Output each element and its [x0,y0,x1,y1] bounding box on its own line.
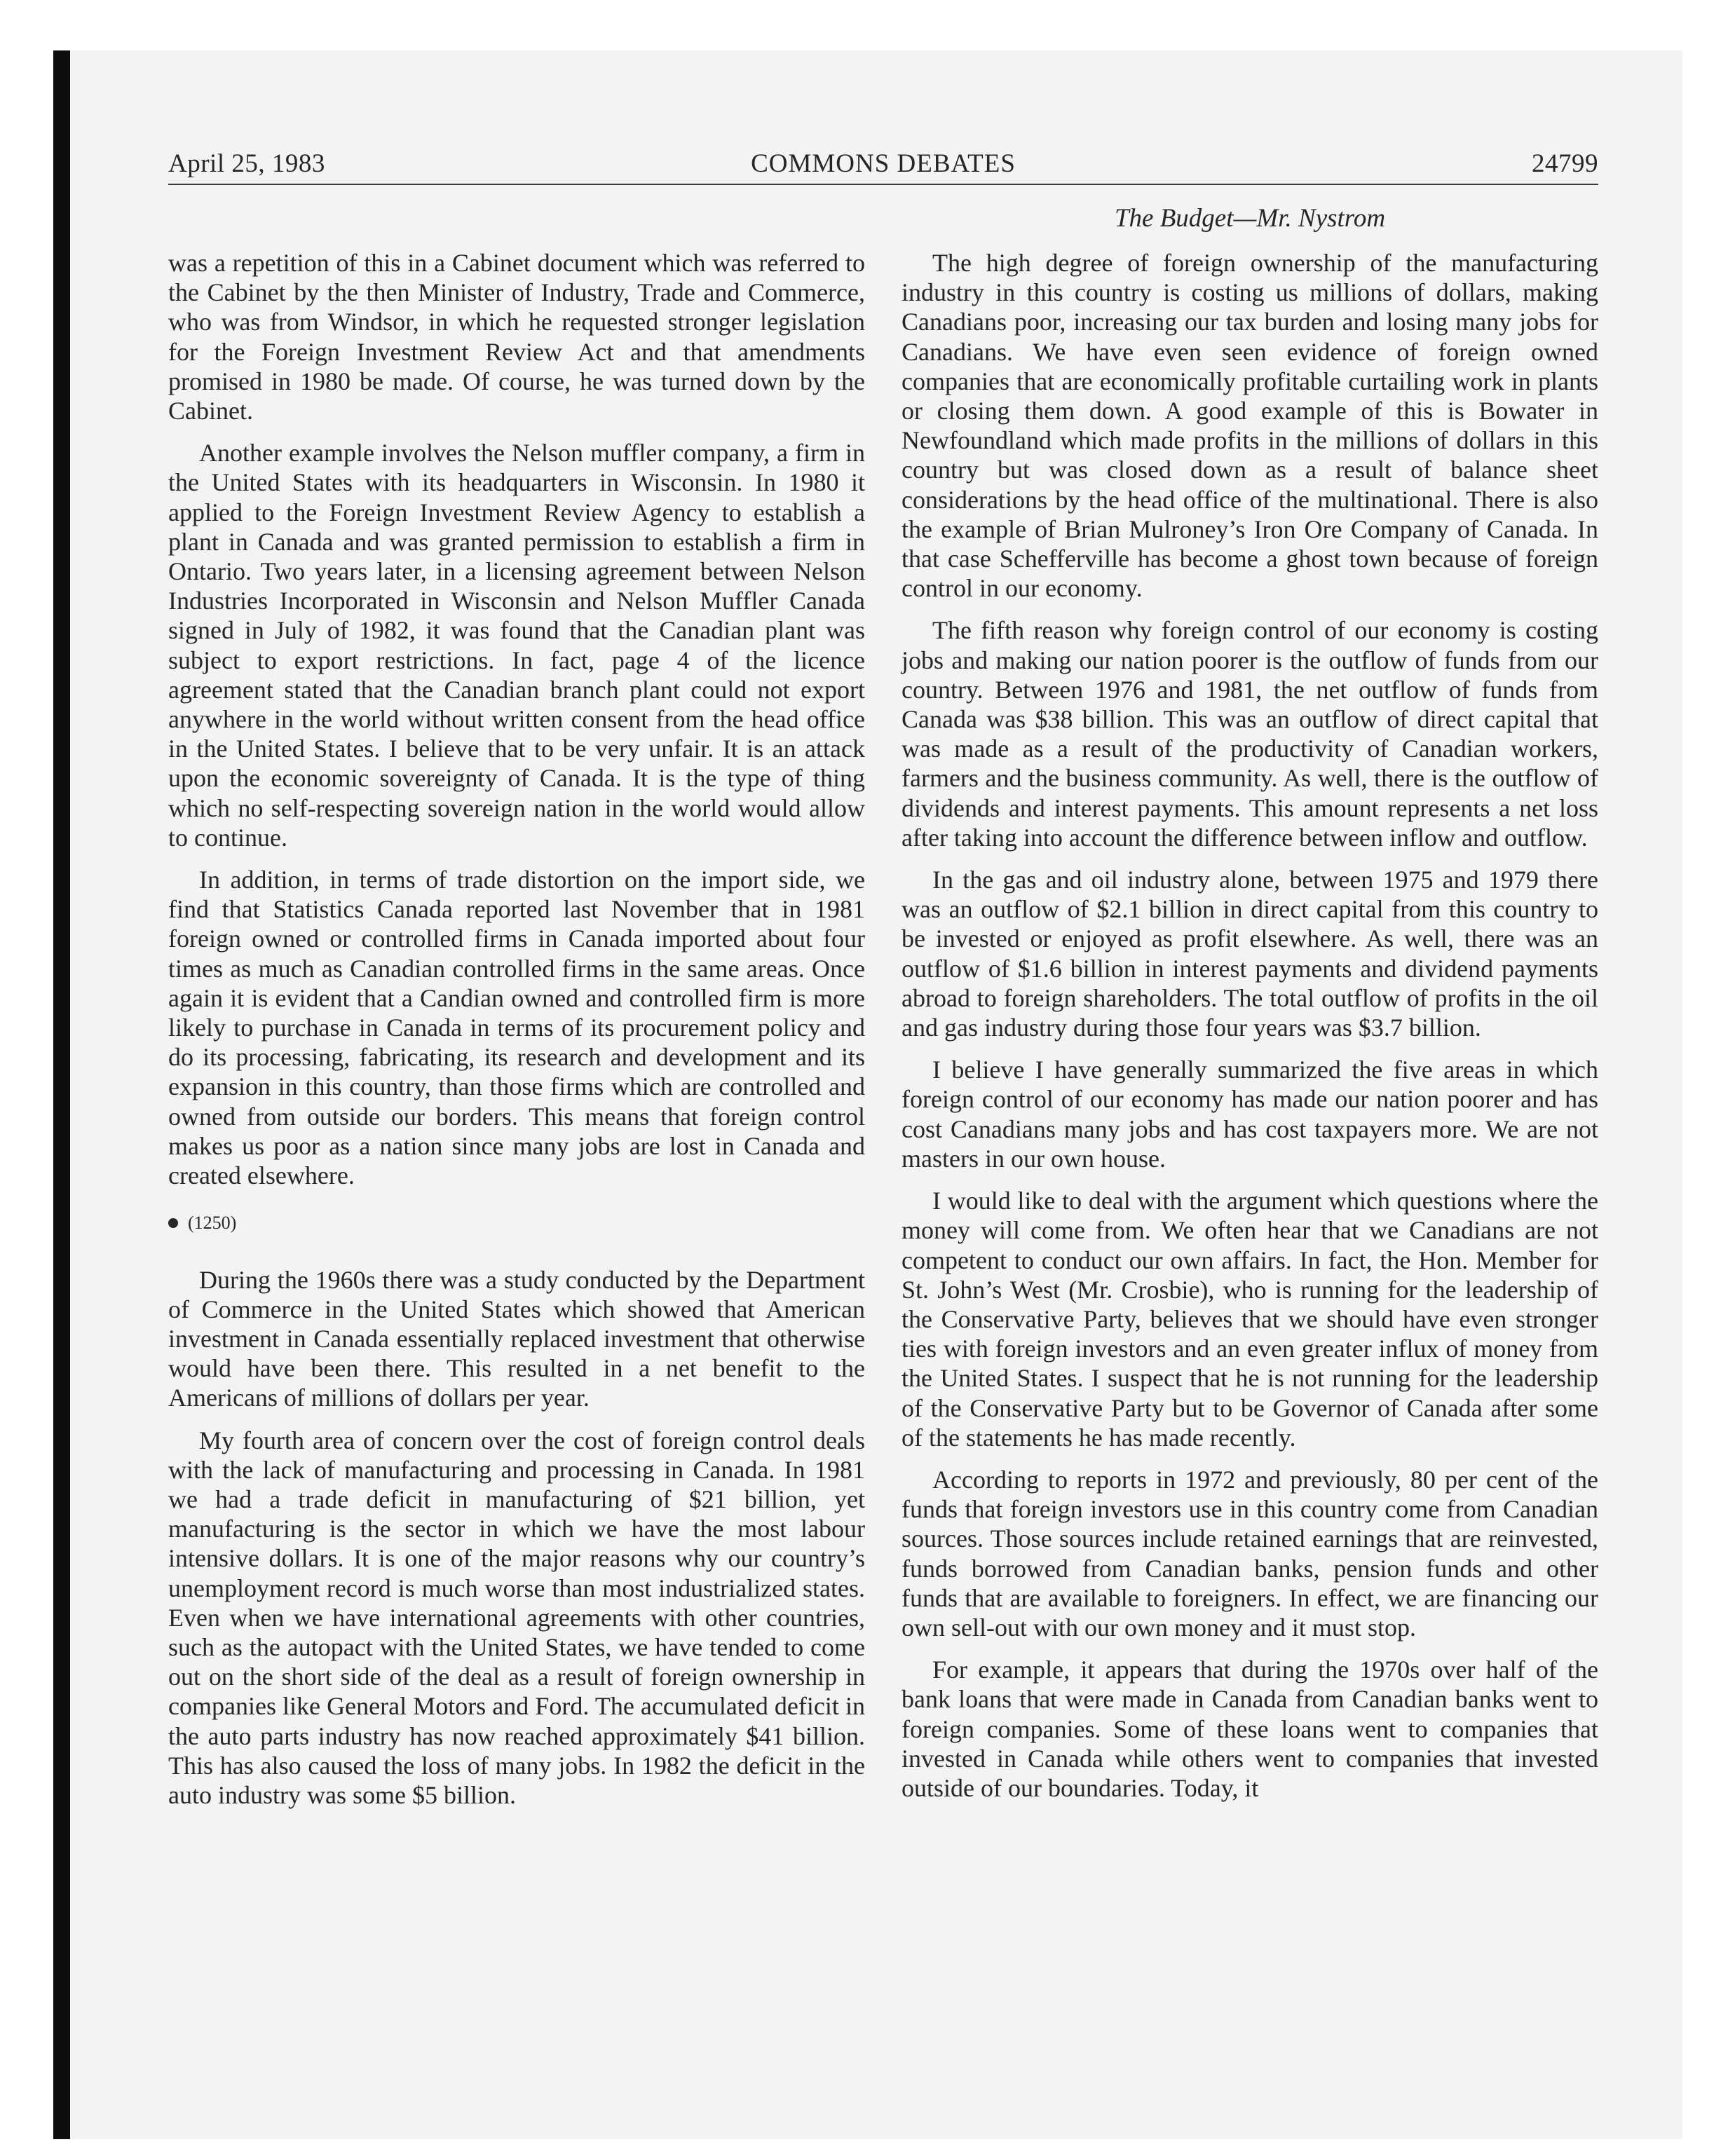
paragraph: The high degree of foreign ownership of the manufacturing industry in this country is costing us millions of dollars, making Canadians poor, increasing our tax burden and losing many jobs for Canadians. We have even seen evidence of foreign owned companies that are economically profitable curtailing work in plants or closing them down. A good example of this is Bowater in Newfoundland which made profits in the millions of dollars in this country but was closed down as a result of balance sheet considerations by the head office of the multinational. There is also the example of Brian Mulroney’s Iron Ore Company of Canada. In that case Schefferville has become a ghost town because of foreign control in our economy. [901,249,1598,603]
paragraph: According to reports in 1972 and previously, 80 per cent of the funds that foreign investors use in this country come from Canadian sources. Those sources include retained earnings that are reinvested, funds borrowed from Canadian banks, pension funds and other funds that are available to foreigners. In effect, we are financing our own sell-out with our own money and it must stop. [901,1465,1598,1642]
time-marker [168,1208,865,1238]
running-head: The Budget—Mr. Nystrom [1114,204,1386,233]
header-date: April 25, 1983 [168,149,325,178]
scan-binding-edge [53,50,70,2139]
paragraph: was a repetition of this in a Cabinet document which was referred to the Cabinet by the then Minister of Industry, Trade and Commerce, who was from Windsor, in which he requested stronger legislation for the Foreign Investment Review Act and that amendments promised in 1980 be made. Of course, he was turned down by the Cabinet. [168,249,865,425]
page-header [168,149,1598,186]
paragraph: Another example involves the Nelson muffler company, a firm in the United States with its headquarters in Wisconsin. In 1980 it applied to the Foreign Investment Review Agency to establish a plant in Canada and was granted permission to establish a firm in Ontario. Two years later, in a licensing agreement between Nelson Industries Incorporated in Wisconsin and Nelson Muffler Canada signed in July of 1982, it was found that the Canadian plant was subject to export restrictions. In fact, page 4 of the licence agreement stated that the Canadian branch plant could not export anywhere in the world without written consent from the head office in the United States. I believe that to be very unfair. It is an attack upon the economic sovereignty of Canada. It is the type of thing which no self-respecting sovereign nation in the world would allow to continue. [168,439,865,852]
header-publication: COMMONS DEBATES [751,149,1016,178]
time-marker-text: (1250) [188,1213,237,1234]
header-page-number: 24799 [1532,149,1598,178]
paragraph: For example, it appears that during the 1970s over half of the bank loans that were made in Canada from Canadian banks went to foreign companies. Some of these loans went to companies that invested in Canada while others went to companies that invested outside of our boundaries. Today, it [901,1656,1598,1802]
paragraph: In addition, in terms of trade distortion on the import side, we find that Statistics Canada reported last November that in 1981 foreign owned or controlled firms in Canada imported about four times as much as Canadian controlled firms in the same areas. Once again it is evident that a Candian owned and controlled firm is more likely to purchase in Canada in terms of its procurement policy and do its processing, fabricating, its research and development and its expansion in this country, than those firms which are controlled and owned from outside our borders. This means that foreign control makes us poor as a nation since many jobs are lost in Canada and created elsewhere. [168,866,865,1190]
paragraph: I would like to deal with the argument which questions where the money will come from. We often hear that we Canadians are not competent to conduct our own affairs. In fact, the Hon. Member for St. John’s West (Mr. Crosbie), who is running for the leadership of the Conservative Party, believes that we should have even stronger ties with foreign investors and an even greater influx of money from the United States. I suspect that he is not running for the leadership of the Conservative Party but to be Governor of Canada after some of the statements he has made recently. [901,1187,1598,1452]
paragraph: I believe I have generally summarized the five areas in which foreign control of our economy has made our nation poorer and has cost Canadians many jobs and has cost taxpayers more. We are not masters in our own house. [901,1056,1598,1173]
left-column [168,248,865,1822]
paragraph: During the 1960s there was a study conducted by the Department of Commerce in the United States which showed that American investment in Canada essentially replaced investment that otherwise would have been there. This resulted in a net benefit to the Americans of millions of dollars per year. [168,1265,865,1412]
paragraph: The fifth reason why foreign control of our economy is costing jobs and making our nation poorer is the outflow of funds from our country. Between 1976 and 1981, the net outflow of funds from Canada was $38 billion. This was an outflow of direct capital that was made as a result of the productivity of Canadian workers, farmers and the business community. As well, there is the outflow of dividends and interest payments. This amount represents a net loss after taking into account the difference between inflow and outflow. [901,616,1598,852]
bullet-icon [168,1218,178,1228]
right-column [901,248,1598,1815]
paragraph: My fourth area of concern over the cost of foreign control deals with the lack of manufacturing and processing in Canada. In 1981 we had a trade deficit in manufacturing of $21 billion, yet manufacturing is the sector in which we have the most labour intensive dollars. It is one of the major reasons why our country’s unemployment record is much worse than most industrialized states. Even when we have international agreements with other countries, such as the autopact with the United States, we have tended to come out on the short side of the deal as a result of foreign ownership in companies like General Motors and Ford. The accumulated deficit in the auto parts industry has now reached approximately $41 billion. This has also caused the loss of many jobs. In 1982 the deficit in the auto industry was some $5 billion. [168,1426,865,1809]
paragraph: In the gas and oil industry alone, between 1975 and 1979 there was an outflow of $2.1 billion in direct capital from this country to be invested or enjoyed as profit elsewhere. As well, there was an outflow of $1.6 billion in interest payments and dividend payments abroad to foreign shareholders. The total outflow of profits in the oil and gas industry during those four years was $3.7 billion. [901,866,1598,1042]
header-rule [168,184,1598,185]
